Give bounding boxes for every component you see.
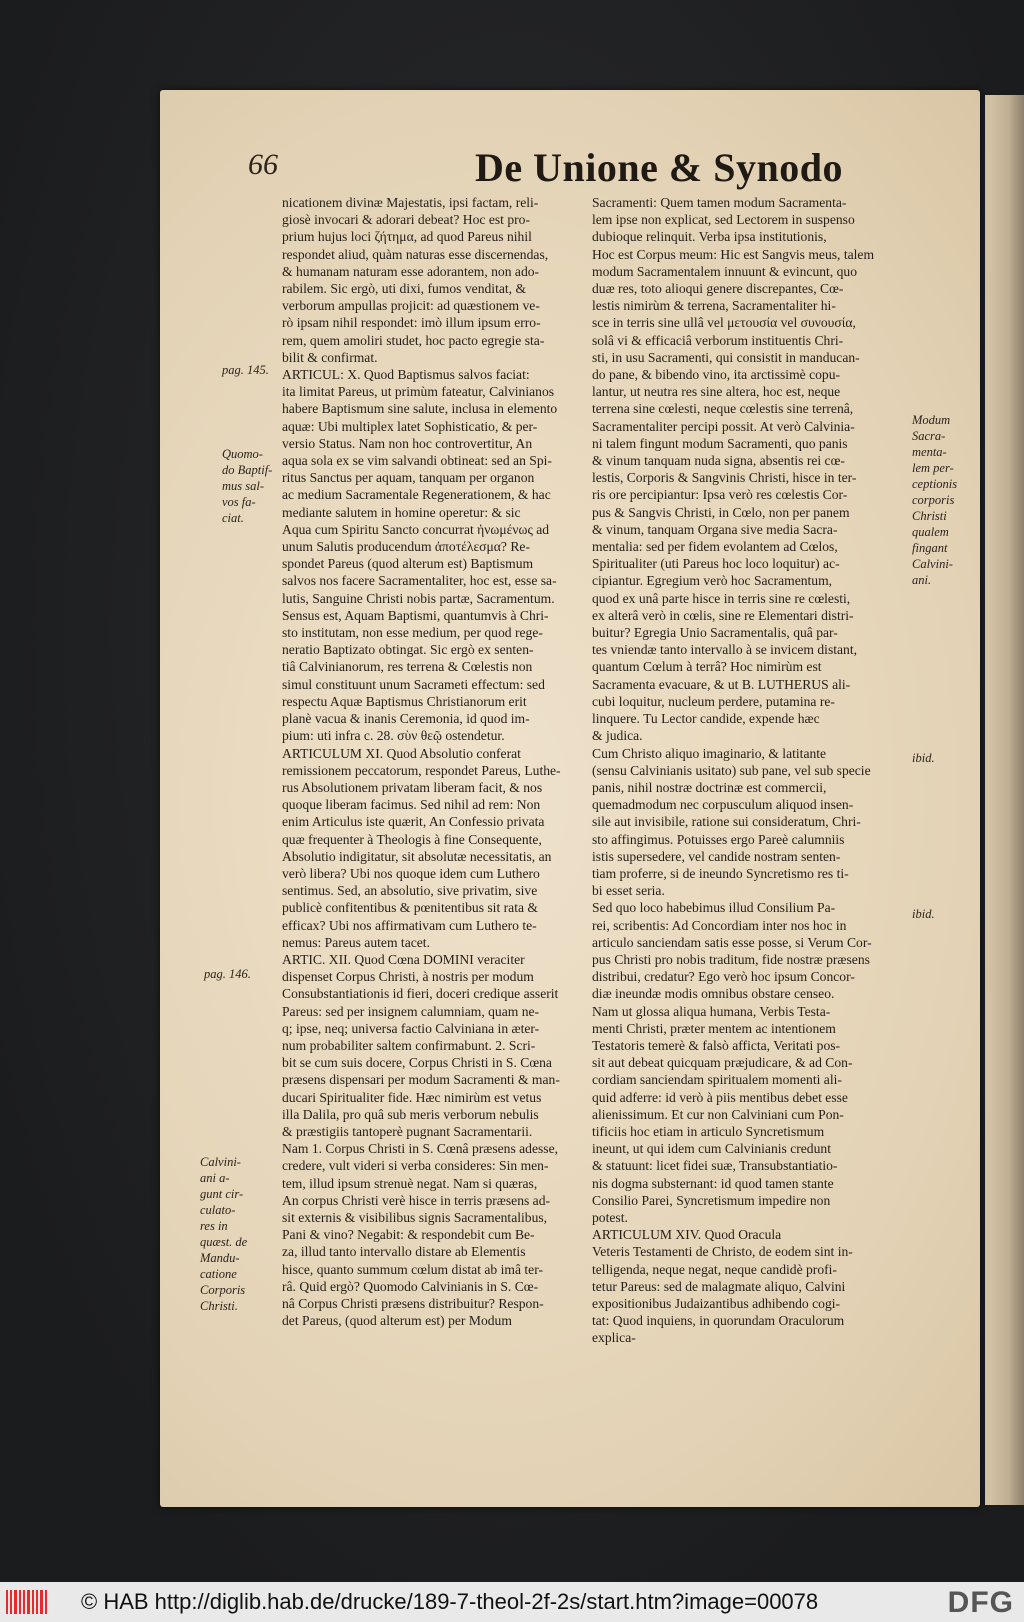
text-line: mentalia: sed per fidem evolantem ad Cœlos, [592, 539, 838, 555]
text-line: nâ Corpus Christi præsens distribuitur? Respon- [282, 1296, 544, 1311]
text-line: tiam proferre, si de ineundo Syncretismo res ti- [592, 865, 849, 881]
text-line: Cum Christo aliquo imaginario, & latitante [592, 745, 827, 761]
text-line: enim Articulus iste quærit, An Confessio privata [282, 814, 545, 830]
text-line: publicè confitentibus & pœnitentibus sit rata & [282, 900, 538, 916]
text-line: unum Salutis producendum ἀποτέλεσμα? Re- [282, 539, 530, 555]
text-line: cordiam sanciendam spiritualem momenti ali- [592, 1072, 842, 1088]
text-line: An corpus Christi verè hisce in terris præsens ad- [282, 1192, 551, 1208]
text-line: credere, vult videri si verba consideres: Sin men- [282, 1158, 549, 1174]
text-line: lestis nimirùm & terrena, Sacramentaliter hi- [592, 298, 836, 314]
text-line: Pani & vino? Negabit: & respondebit cum Be- [282, 1227, 535, 1243]
margin-note-calviniani: Calvini- ani a- gunt cir- culato- res in quæst. de Mandu- catione Corporis Christi. [200, 1155, 248, 1313]
text-line: Sensus est, Aquam Baptismi, quantumvis à Chri- [282, 607, 549, 623]
text-line: quoque liberam facimus. Sed nihil ad rem: Non [282, 797, 541, 813]
text-line: quid adferre: id verò à piis mentibus debet esse [592, 1089, 848, 1105]
text-line: mediante salutem in homine operetur: & sic [282, 504, 521, 520]
text-line: rabilem. Sic ergò, uti dixi, fumos venditat, & [282, 281, 527, 297]
text-line: rò ipsam nihil respondet: imò illum ipsum erro- [282, 315, 541, 331]
text-line: Pareus: sed per insignem calumniam, quam ne- [282, 1003, 540, 1019]
text-line: rus Absolutionem privatam liberam facit, & nos [282, 779, 543, 795]
text-line: Nam ut glossa aliqua humana, Verbis Testa- [592, 1003, 831, 1019]
text-line: lantur, ut neutra res sine altera, hoc est, neque [592, 384, 841, 400]
text-line: (sensu Calvinianis usitato) sub pane, vel sub specie [592, 762, 871, 778]
text-line: Sacramenti: Quem tamen modum Sacramenta- [592, 195, 847, 210]
text-line: & humanam naturam esse adorantem, non ado- [282, 263, 540, 279]
text-line: Veteris Testamenti de Christo, de eodem sint in- [592, 1244, 853, 1260]
text-line: tat: Quod inquiens, in quorundam Oraculorum [592, 1313, 845, 1329]
text-line: sile aut invisibile, ratione sui consideratum, Chri- [592, 814, 861, 830]
text-line: Sed quo loco habebimus illud Consilium Pa- [592, 900, 836, 916]
margin-note-pag145: pag. 145. [222, 363, 269, 377]
text-line: & vinum tanquam nuda signa, absentis rei cœ- [592, 453, 845, 469]
text-line: lutis, Sanguine Christi nobis partæ, Sacramentum. [282, 590, 555, 606]
text-line: dubioque relinquit. Verba ipsa institutionis, [592, 229, 827, 245]
text-line: sto affingimus. Potuisses ergo Pareè calumniis [592, 831, 845, 847]
text-line: Aqua cum Spiritu Sancto concurrat ἡνωμένως ad [282, 521, 550, 537]
text-line: terrena sine cœlesti, neque cœlestis sine terrenâ, [592, 401, 854, 417]
text-line: istis supersedere, vel candide nostram senten- [592, 848, 841, 864]
text-line: tetur Pareus: sed de malagmate aliquo, Calvini [592, 1278, 846, 1294]
text-line: solâ vi & efficaciâ verborum instituentis Chri- [592, 332, 844, 348]
text-line: expositionibus Judaizantibus adhibendo cogi- [592, 1296, 841, 1311]
text-line: sce in terris sine ullâ vel μετουσία vel συνουσία, [592, 315, 856, 331]
text-line: cubi loquitur, nucleum perdere, putamina re- [592, 693, 835, 709]
text-line: efficax? Ubi nos affirmativam cum Luthero te- [282, 917, 537, 933]
copyright-link[interactable]: © HAB http://diglib.hab.de/drucke/189-7-theol-2f-2s/start.htm?image=00078 [81, 1589, 819, 1614]
text-line: spondet Pareus (quod alterum est) Baptismum [282, 556, 534, 572]
text-line: Consubstantiationis id fieri, doceri credique asserit [282, 986, 559, 1002]
margin-note-baptism: Quomo- do Baptif- mus sal- vos fa- ciat. [222, 447, 273, 525]
text-line: Consilio Parei, Syncretismum impedire non [592, 1192, 831, 1208]
text-line: prium hujus loci ζήτημα, ad quod Pareus nihil [282, 229, 532, 245]
text-line: ita limitat Pareus, ut primùm fateatur, Calvinianos [282, 384, 555, 400]
margin-note-ibid-2: ibid. [912, 907, 935, 921]
text-line: menti Christi, præter mentem ac intentionem [592, 1020, 836, 1036]
text-line: potest. [592, 1209, 628, 1225]
text-line: rem, quem amoliri studet, hoc pacto egregie sta- [282, 332, 545, 348]
text-line: quod ex unâ parte hisce in terris sine re cœlesti, [592, 590, 851, 606]
text-line: bit se cum suis docere, Corpus Christi in S. Cœna [282, 1055, 552, 1071]
text-line: Sacramentaliter percipi possit. At verò Calvinia- [592, 418, 855, 434]
text-line: pus Christi pro nobis traditum, fide nostræ præsens [592, 951, 870, 967]
text-line: ritus Sanctus per aquam, tanquam per organon [282, 470, 535, 486]
text-line: lestis, Corporis & Sangvinis Christi, hisce in ter- [592, 470, 857, 486]
text-line: verborum ampullas projicit: ad quæstionem ve- [282, 298, 540, 314]
text-line: bilit & confirmat. [282, 349, 378, 365]
text-line: explica- [592, 1330, 636, 1346]
text-line: sit aut debeat quicquam præjudicare, & ad Con- [592, 1055, 853, 1071]
text-line: quemadmodum nec corpusculum aliquod insen- [592, 797, 854, 813]
text-line: dispenset Corpus Christi, à nostris per modum [282, 969, 534, 985]
text-line: & judica. [592, 728, 643, 744]
text-line: za, illud tanto intervallo distare ab Elementis [282, 1244, 526, 1260]
text-line: det Pareus, (quod alterum est) per Modum [282, 1313, 512, 1329]
running-head: De Unione & Synodo [475, 145, 843, 190]
text-line: tificiis hoc etiam in articulo Syncretismum [592, 1123, 825, 1139]
text-line: duæ res, toto alioqui genere discrepantes, Cœ- [592, 281, 844, 297]
text-line: ducari Spiritualiter fide. Hæc nimirùm est vetus [282, 1089, 542, 1105]
text-line: ac medium Sacramentale Regenerationem, & hac [282, 487, 551, 503]
text-line: præsens dispensari per modum Sacramenti & man- [282, 1072, 560, 1088]
next-page-edge [985, 95, 1024, 1505]
text-line: Hoc est Corpus meum: Hic est Sangvis meus, talem [592, 246, 875, 262]
text-line: telligenda, neque negat, neque candidè profi- [592, 1261, 837, 1277]
book-page [160, 90, 980, 1507]
text-line: & vinum, tanquam Organa sive media Sacra- [592, 521, 838, 537]
text-line: ni talem fingunt modum Sacramenti, quo panis [592, 435, 848, 451]
text-line: do pane, & bibendo vino, ita arctissimè copu- [592, 367, 841, 383]
text-line: ARTICUL: X. Quod Baptismus salvos faciat: [282, 367, 530, 383]
text-line: pium: uti infra c. 28. σὺν θεῷ ostendetur. [282, 728, 505, 744]
text-line: remissionem peccatorum, respondet Pareus, Luthe- [282, 762, 561, 778]
text-line: & statuunt: licet fidei suæ, Transubstantiatio- [592, 1158, 838, 1174]
text-line: habere Baptismum sine salute, inclusa in elemento [282, 401, 558, 417]
text-line: quantum Cœlum à terrâ? Hoc nimirùm est [592, 659, 822, 675]
text-line: salvos nos facere Sacramentaliter, hoc est, esse sa- [282, 573, 557, 589]
text-line: linquere. Tu Lector candide, expende hæc [592, 711, 820, 727]
text-line: distribui, credatur? Ego verò hoc ipsum Concor- [592, 969, 855, 985]
text-line: tem, illud ipsum strenuè negat. Nam si quæras, [282, 1175, 538, 1191]
text-line: sentimus. Sed, an absolutio, sive privatim, sive [282, 883, 538, 899]
text-line: nemus: Pareus autem tacet. [282, 934, 430, 950]
margin-note-pag146: pag. 146. [204, 967, 251, 981]
text-line: rei, scribentis: Ad Concordiam inter nos hoc in [592, 917, 847, 933]
text-line: alienissimum. Et cur non Calviniani cum Pon- [592, 1106, 844, 1122]
text-line: nis dogma substernant: id quod tamen stante [592, 1175, 834, 1191]
text-line: Testatoris temerè & falsò afficta, Veritati pos- [592, 1037, 841, 1053]
text-line: hisce, quanto summum cœlum distat ab imâ ter- [282, 1261, 543, 1277]
text-line: diæ ineundæ modis omnibus obstare censeo. [592, 986, 835, 1002]
text-line: Spiritualiter (uti Pareus hoc loco loquitur) ac- [592, 556, 840, 572]
text-line: ineunt, ut qui idem cum Calvinianis credunt [592, 1141, 831, 1157]
text-line: quæ frequenter à Theologis à fine Consequente, [282, 831, 542, 847]
text-line: ex alterâ verò in cœlis, sine re Elementari distri- [592, 607, 854, 623]
margin-note-modum: Modum Sacra- menta- lem per- ceptionis corporis Christi qualem fingant Calvini- ani. [912, 413, 958, 587]
text-line: sit externis & visibilibus signis Sacramentalibus, [282, 1209, 548, 1225]
page-number: 66 [248, 148, 278, 181]
text-line: cipiantur. Egregium verò hoc Sacramentum, [592, 573, 833, 589]
text-line: ARTICULUM XI. Quod Absolutio conferat [282, 745, 521, 761]
text-line: versio Status. Nam non hoc controvertitur, An [282, 435, 533, 451]
text-line: respectu Aquæ Baptismus Christianorum erit [282, 693, 527, 709]
right-text-column [592, 194, 907, 1347]
text-line: giosè invocari & adorari debeat? Hoc est pro- [282, 212, 530, 228]
text-line: tiâ Calvinianorum, res terrena & Cœlestis non [282, 659, 533, 675]
text-line: sti, in usu Sacramenti, qui consistit in manducan- [592, 349, 860, 365]
text-line: respondet aliud, quàm naturas esse discernendas, [282, 246, 549, 262]
text-line: num probabiliter saltem confirmabunt. 2. Scri- [282, 1037, 536, 1053]
text-line: lem ipse non explicat, sed Lectorem in suspenso [592, 212, 855, 228]
text-line: planè vacua & inanis Ceremonia, id quod im- [282, 711, 530, 727]
text-line: nicationem divinæ Majestatis, ipsi factam, reli- [282, 195, 539, 210]
text-line: tes vniendæ tanto intervallo à se invicem distant, [592, 642, 858, 658]
text-line: ARTICULUM XIV. Quod Oracula [592, 1227, 782, 1243]
text-line: modum Sacramentalem innuunt & evincunt, quo [592, 263, 858, 279]
text-line: aqua sola ex se vim salvandi obtineat: sed an Spi- [282, 453, 552, 469]
text-line: ARTIC. XII. Quod Cœna DOMINI veraciter [282, 951, 525, 967]
text-line: pus & Sangvis Christi, in Cœlo, non per panem [592, 504, 850, 520]
text-line: panis, nihil nostræ doctrinæ est commercii, [592, 779, 827, 795]
dfg-logo: DFG [947, 1586, 1014, 1619]
text-line: râ. Quid ergò? Quomodo Calvinianis in S. Cœ- [282, 1278, 539, 1294]
barcode-icon [6, 1590, 47, 1614]
text-line: sto institutam, non esse medium, per quod rege- [282, 625, 543, 641]
text-line: & præstigiis tantoperè pugnant Sacramentarii. [282, 1123, 533, 1139]
footer-bar [0, 1582, 1024, 1622]
text-line: buitur? Egregia Unio Sacramentalis, quâ par- [592, 625, 838, 641]
text-line: q; ipse, neq; universa factio Calviniana in æter- [282, 1020, 540, 1036]
left-text-column [282, 194, 590, 1329]
text-line: simul constituunt unum Sacrameti effectum: sed [282, 676, 545, 692]
text-line: Absolutio indigitatur, sit absolutæ necessitatis, an [282, 848, 552, 864]
text-line: bi esset seria. [592, 883, 665, 899]
text-line: verò libera? Ubi nos quoque idem cum Luthero [282, 865, 540, 881]
text-line: Sacramenta evacuare, & ut B. LUTHERUS ali- [592, 676, 851, 692]
text-line: illa Dalila, pro quâ sub meris verborum nebulis [282, 1106, 539, 1122]
text-line: articulo sanciendam satis esse posse, si Verum Cor- [592, 934, 872, 950]
text-line: ris ore percipiantur: Ipsa verò res cœlestis Cor- [592, 487, 848, 503]
text-line: aquæ: Ubi multiplex latet Sophisticatio, & per- [282, 418, 538, 434]
margin-note-ibid-1: ibid. [912, 751, 935, 765]
text-line: Nam 1. Corpus Christi in S. Cœnâ præsens adesse, [282, 1141, 559, 1157]
text-line: neratio Baptizato obtingat. Sic ergò ex senten- [282, 642, 534, 658]
